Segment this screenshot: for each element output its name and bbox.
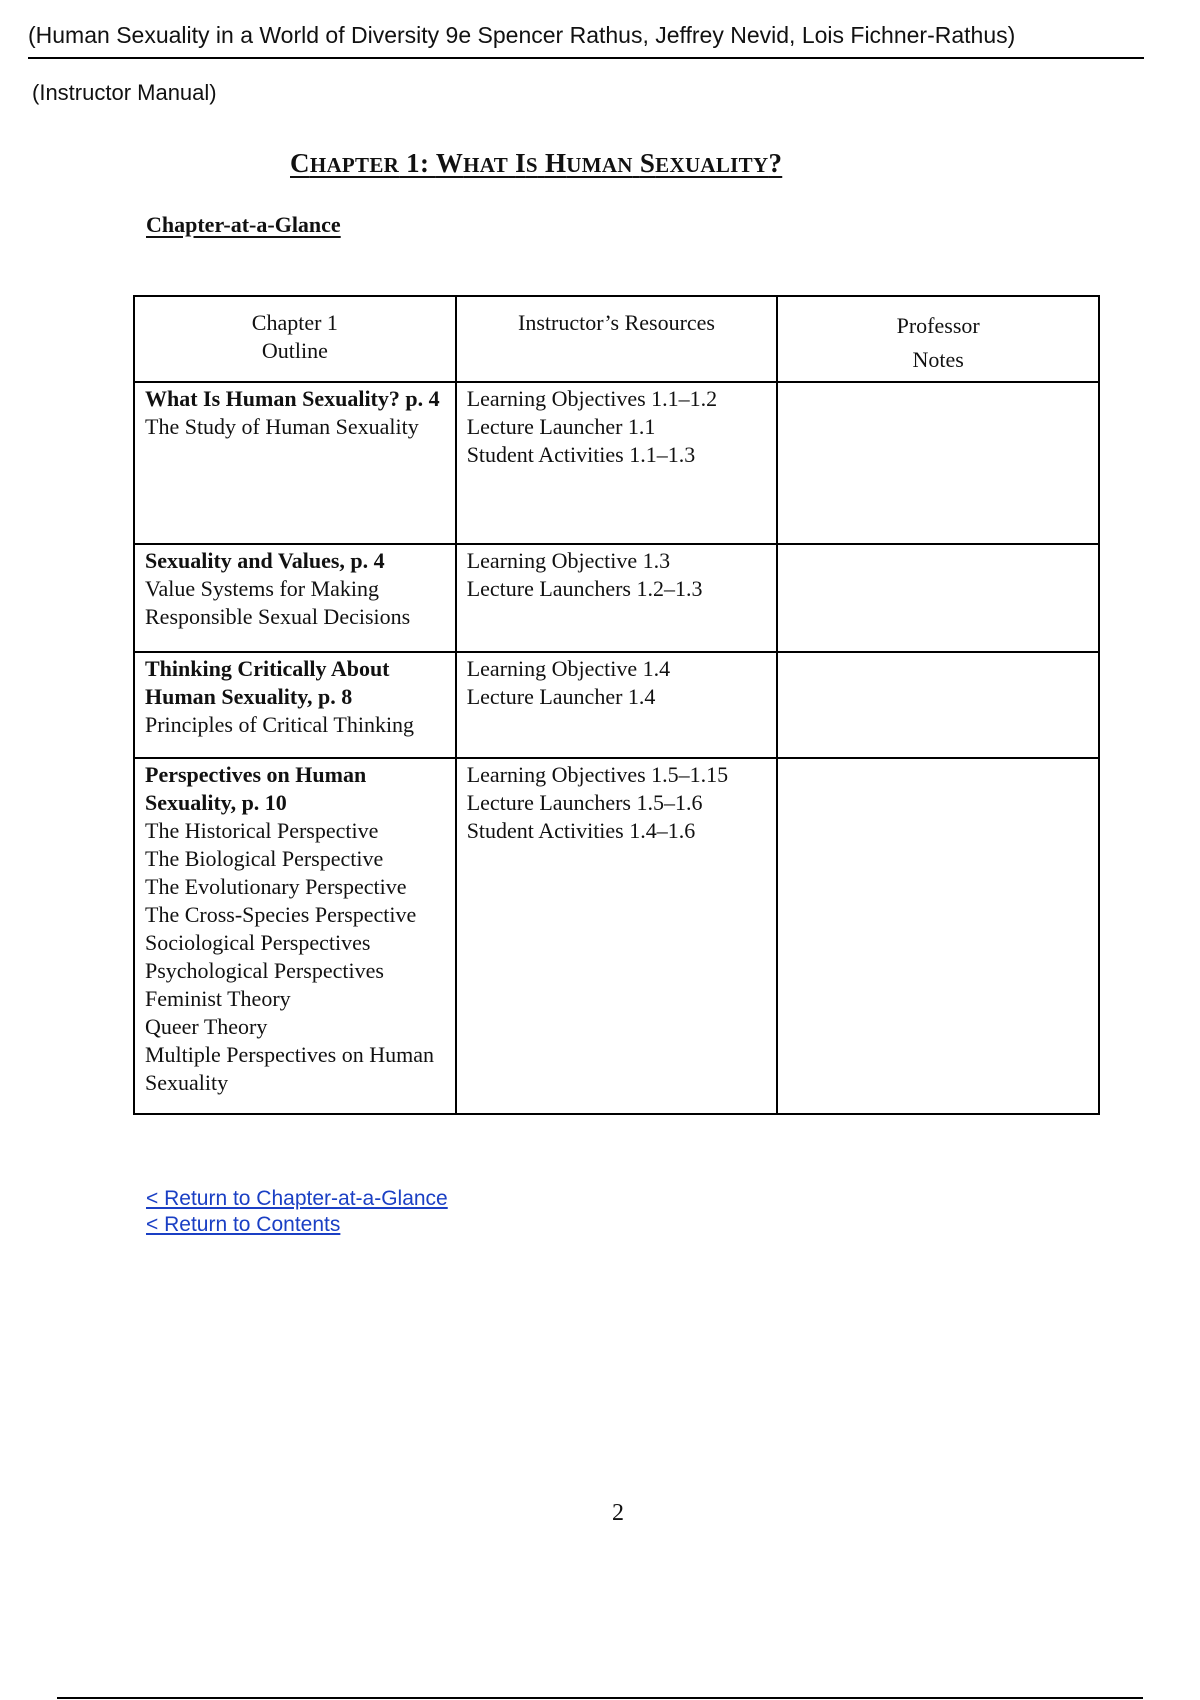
outline-cell: [134, 382, 456, 544]
resource-item: Learning Objective 1.4: [466, 656, 671, 681]
notes-cell: [777, 652, 1099, 758]
outline-cell: [134, 652, 456, 758]
resources-cell: [456, 382, 778, 544]
table-row: [134, 544, 1099, 652]
chapter-title-word-1: WHAT: [435, 148, 509, 178]
notes-cell: [777, 382, 1099, 544]
section-topic: Psychological Perspectives: [145, 958, 384, 983]
outline-cell: [134, 758, 456, 1114]
chapter-at-a-glance-heading: Chapter-at-a-Glance: [146, 212, 341, 237]
resource-item: Lecture Launcher 1.4: [466, 684, 656, 709]
return-to-contents-link[interactable]: < Return to Contents: [146, 1213, 341, 1236]
page-number: 2: [612, 1500, 624, 1526]
resource-item: Student Activities 1.4–1.6: [466, 818, 696, 843]
document-subtitle: (Instructor Manual): [32, 80, 217, 105]
resource-item: Learning Objective 1.3: [466, 548, 671, 573]
return-to-glance-link[interactable]: < Return to Chapter-at-a-Glance: [146, 1187, 448, 1210]
outline-cell: [134, 544, 456, 652]
chapter-title-word-2: IS: [515, 148, 538, 178]
section-topic: Principles of Critical Thinking: [145, 712, 415, 737]
navigation-links: [146, 1186, 448, 1238]
header-outline: Chapter 1 Outline: [134, 296, 456, 382]
resource-item: Lecture Launchers 1.5–1.6: [466, 790, 703, 815]
table-row: [134, 382, 1099, 544]
resources-cell: [456, 652, 778, 758]
section-topic: The Historical Perspective: [145, 818, 379, 843]
resources-cell: [456, 758, 778, 1114]
notes-cell: [777, 544, 1099, 652]
chapter-title-end: ?: [768, 148, 783, 178]
section-topic: Value Systems for Making Responsible Sexual Decisions: [145, 576, 411, 629]
resource-item: Learning Objectives 1.1–1.2: [466, 386, 718, 411]
resource-item: Lecture Launchers 1.2–1.3: [466, 576, 703, 601]
section-topic: Feminist Theory: [145, 986, 291, 1011]
section-title: Perspectives on Human Sexuality, p. 10: [145, 762, 367, 815]
resource-item: Lecture Launcher 1.1: [466, 414, 656, 439]
table-header-row: [134, 296, 1099, 382]
chapter-title-word-3: HUMAN: [544, 148, 633, 178]
chapter-title-number: 1:: [399, 148, 436, 178]
section-title: Sexuality and Values, p. 4: [145, 548, 385, 573]
table-row: [134, 652, 1099, 758]
footer-divider: [57, 1697, 1143, 1699]
resource-item: Learning Objectives 1.5–1.15: [466, 762, 729, 787]
chapter-title-prefix: C: [290, 148, 310, 178]
notes-cell: [777, 758, 1099, 1114]
section-topic: The Biological Perspective: [145, 846, 384, 871]
section-topic: The Cross-Species Perspective: [145, 902, 417, 927]
header-resources: Instructor’s Resources: [456, 296, 778, 382]
section-topic: Queer Theory: [145, 1014, 268, 1039]
section-topic: The Evolutionary Perspective: [145, 874, 407, 899]
section-topic: Sociological Perspectives: [145, 930, 371, 955]
chapter-title-word-4: SEXUALITY: [639, 148, 769, 178]
table-row: [134, 758, 1099, 1114]
section-title: What Is Human Sexuality? p. 4: [145, 386, 440, 411]
section-topic: The Study of Human Sexuality: [145, 414, 419, 439]
resources-cell: [456, 544, 778, 652]
resource-item: Student Activities 1.1–1.3: [466, 442, 696, 467]
header-professor-notes: Professor Notes: [777, 296, 1099, 382]
chapter-title: [290, 148, 782, 179]
document-header: (Human Sexuality in a World of Diversity 9e Spencer Rathus, Jeffrey Nevid, Lois Fichner-Rathus): [28, 22, 1144, 59]
section-title: Thinking Critically About Human Sexuality, p. 8: [145, 656, 390, 709]
chapter-outline-table: [133, 295, 1100, 1115]
chapter-title-prefix-sc: HAPTER: [309, 153, 400, 177]
section-topic: Multiple Perspectives on Human Sexuality: [145, 1042, 435, 1095]
